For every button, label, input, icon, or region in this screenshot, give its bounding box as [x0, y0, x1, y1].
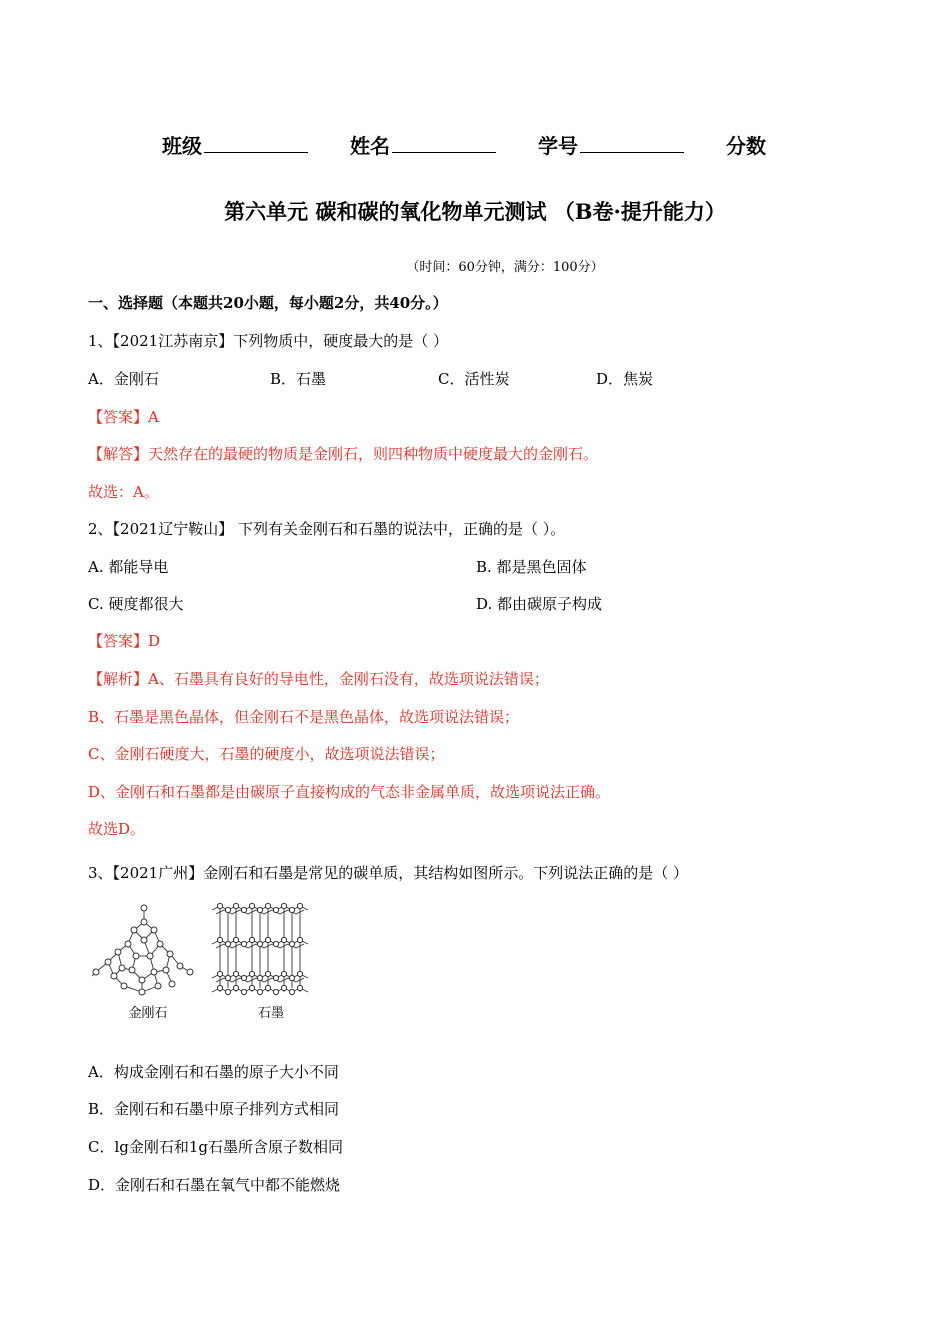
q3-option-c: C．lg金刚石和1g石墨所含原子数相同: [88, 1138, 344, 1156]
diamond-label: 金刚石: [128, 1006, 168, 1021]
q2-option-b: B. 都是黑色固体: [476, 558, 587, 576]
score-field: 分数: [726, 134, 766, 158]
q1-option-c: C．活性炭: [438, 370, 510, 388]
q2-option-d: D. 都由碳原子构成: [476, 595, 603, 613]
q2-answer: 【答案】D: [88, 632, 161, 650]
q3-stem: 3、【2021广州】金刚石和石墨是常见的碳单质，其结构如图所示。下列说法正确的是（ ）: [88, 864, 688, 882]
q1-answer: 【答案】A: [88, 408, 159, 426]
q1-choice: 故选：A。: [88, 483, 159, 501]
q2-option-c: C. 硬度都很大: [88, 595, 184, 613]
section-heading: 一、选择题（本题共20小题，每小题2分，共40分。）: [88, 294, 448, 312]
q2-explanation-line: B、石墨是黑色晶体，但金刚石不是黑色晶体，故选项说法错误；: [88, 708, 520, 726]
name-field: 姓名: [350, 130, 496, 159]
q3-option-d: D．金刚石和石墨在氧气中都不能燃烧: [88, 1176, 341, 1194]
page-title: 第六单元 碳和碳的氧化物单元测试 （B卷·提升能力）: [224, 199, 726, 224]
q1-stem: 1、【2021江苏南京】下列物质中，硬度最大的是（ ）: [88, 332, 448, 350]
q2-choice: 故选D。: [88, 820, 146, 838]
student-info-line: [162, 130, 808, 159]
q3-option-a: A．构成金刚石和石墨的原子大小不同: [88, 1063, 339, 1081]
class-blank[interactable]: [204, 134, 308, 153]
q2-explanation-line: 【解析】A、石墨具有良好的导电性，金刚石没有，故选项说法错误；: [88, 670, 549, 688]
q2-option-a: A. 都能导电: [88, 558, 169, 576]
q1-explanation: 【解答】天然存在的最硬的物质是金刚石，则四种物质中硬度最大的金刚石。: [88, 445, 599, 463]
class-field: 班级: [162, 130, 308, 159]
graphite-label: 石墨: [257, 1006, 285, 1021]
number-field: 学号: [538, 130, 684, 159]
number-blank[interactable]: [580, 134, 684, 153]
q2-explanation-line: C、金刚石硬度大，石墨的硬度小，故选项说法错误；: [88, 745, 445, 763]
q1-option-d: D．焦炭: [596, 370, 654, 388]
q1-option-b: B．石墨: [270, 370, 327, 388]
q3-option-b: B．金刚石和石墨中原子排列方式相同: [88, 1100, 340, 1118]
name-blank[interactable]: [392, 134, 496, 153]
q1-option-a: A．金刚石: [88, 370, 159, 388]
q2-stem: 2、【2021辽宁鞍山】 下列有关金刚石和石墨的说法中，正确的是（ ）。: [88, 520, 566, 538]
q2-explanation-line: D、金刚石和石墨都是由碳原子直接构成的气态非金属单质，故选项说法正确。: [88, 783, 611, 801]
page-subtitle: （时间：60分钟，满分：100分）: [406, 260, 604, 275]
carbon-structure-figure: [88, 900, 328, 1030]
diamond-atoms: [93, 905, 193, 995]
